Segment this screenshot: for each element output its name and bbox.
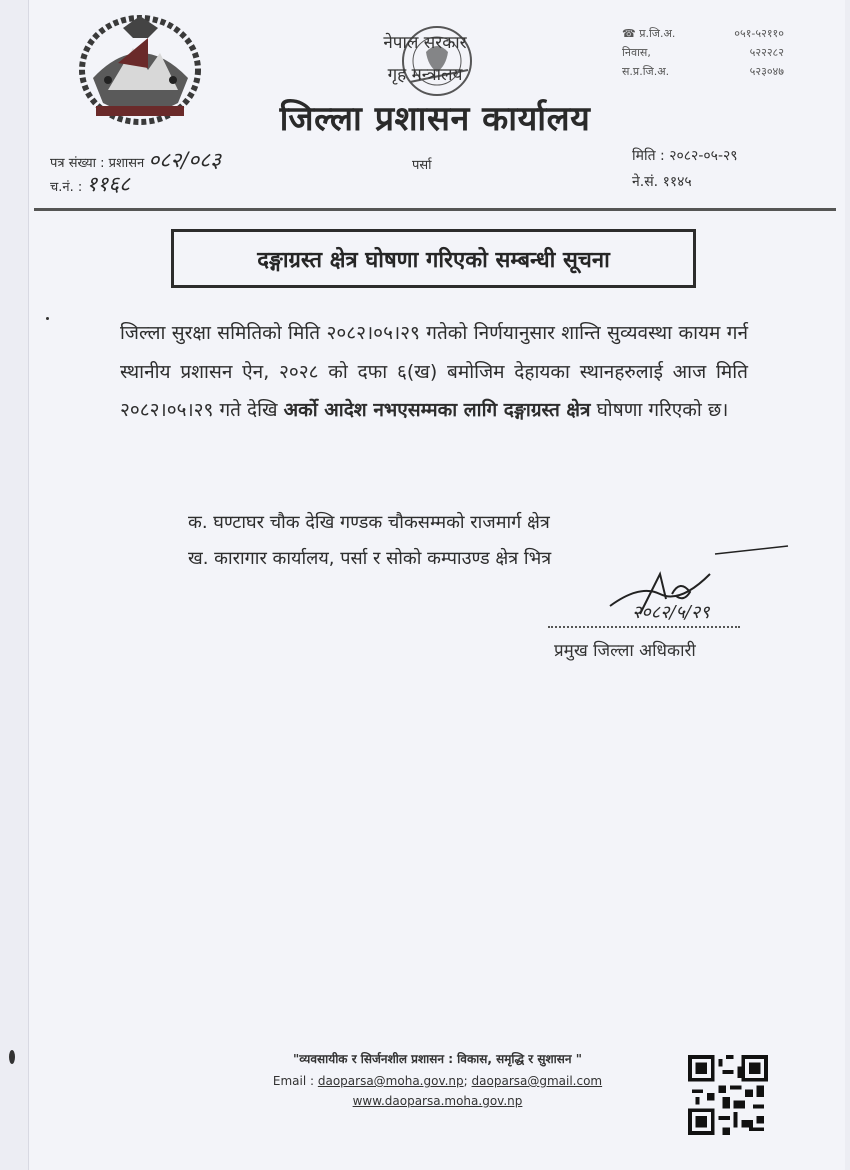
office-title: जिल्ला प्रशासन कार्यालय [279,99,591,139]
gov-line-2: गृह मन्त्रालय [387,65,463,85]
district-name: पर्सा [412,158,432,173]
letter-number: पत्र संख्या : प्रशासन ०८२/०८३ [50,148,221,172]
dispatch-number-handwritten: ११६८ [86,172,131,196]
list-item: क. घण्टाघर चौक देखि गण्डक चौकसम्मको राजमार्ग क्षेत्र [188,512,550,533]
contact-row: निवास, ५२२२८२ [622,46,784,59]
notice-body: जिल्ला सुरक्षा समितिको मिति २०८२।०५।२९ गतेको निर्णयानुसार शान्ति सुव्यवस्था कायम गर्न स्थानीय प्रशासन ऐन, २०२८ को दफा ६(ख) बमोजिम देहायका स्थानहरुलाई आज मिति २०८२।०५।२९ गते देखि अर्को आदेश नभएसम्मका लागि दङ्गाग्रस्त क्षेत्र घोषणा गरिएको छ। [120,322,748,421]
header-divider [34,208,836,211]
contact-row: ☎ प्र.जि.अ. ०५१-५२११० [622,27,784,40]
email-link-2[interactable]: daoparsa@gmail.com [471,1074,603,1088]
email-link-1[interactable]: daoparsa@moha.gov.np [317,1074,464,1088]
footer-slogan: "व्यवसायीक र सिर्जनशील प्रशासन : विकास, समृद्धि र सुशासन " [293,1052,582,1066]
contact-row: स.प्र.जि.अ. ५२३०४७ [622,65,784,78]
website-link[interactable]: www.daoparsa.moha.gov.np [352,1094,523,1108]
nepal-sambat-date: ने.सं. ११४५ [632,174,692,190]
footer-email: Email : daoparsa@moha.gov.np; daoparsa@gmail.com [272,1074,603,1088]
signatory-title: प्रमुख जिल्ला अधिकारी [554,641,696,661]
signature-line [548,626,740,628]
paper-speck [9,1050,15,1064]
letter-date: मिति : २०८२-०५-२९ [632,148,738,164]
notice-body-emphasis: अर्को आदेश नभएसम्मका लागि दङ्गाग्रस्त क्षेत्र [283,399,591,421]
letter-number-handwritten: ०८२/०८३ [148,148,221,172]
qr-code-icon[interactable] [688,1055,768,1135]
paper-speck [46,317,49,320]
signature-date: २०८२/५/२९ [632,602,710,623]
list-item: ख. कारागार कार्यालय, पर्सा र सोको कम्पाउण्ड क्षेत्र भित्र [188,548,552,569]
dispatch-number: च.नं. : ११६८ [50,172,131,196]
notice-title: दङ्गाग्रस्त क्षेत्र घोषणा गरिएको सम्बन्धी सूचना [171,229,696,288]
contact-block [622,24,784,81]
gov-line-1: नेपाल सरकार [383,33,467,53]
